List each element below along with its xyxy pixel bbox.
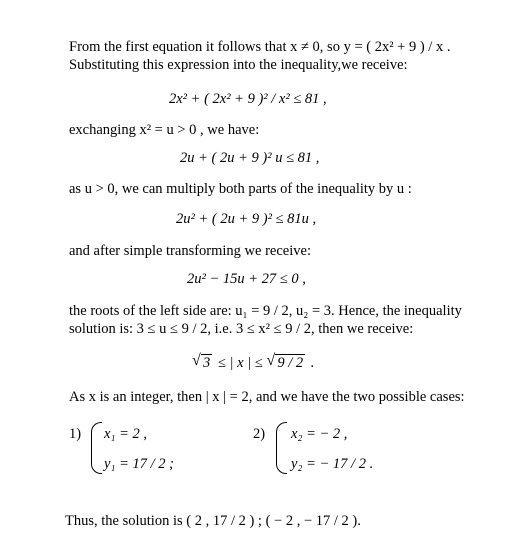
text-line-2: Substituting this expression into the inequality,we receive: [69, 57, 408, 73]
sqrt-radicand-left: 3 [203, 355, 211, 371]
text-line-1: From the first equation it follows that x ≠ 0, so y = ( 2x² + 9 ) / x . [69, 39, 451, 55]
equation-5-end: . [307, 355, 315, 371]
case-1-y: y₁ = 17 / 2 ; [104, 456, 174, 472]
equation-3: 2u² + ( 2u + 9 )² ≤ 81u , [176, 211, 317, 227]
sqrt-symbol [192, 354, 212, 372]
left-brace-icon [91, 422, 102, 474]
text-line-3: exchanging x² = u > 0 , we have: [69, 122, 260, 138]
equation-1: 2x² + ( 2x² + 9 )² / x² ≤ 81 , [169, 91, 327, 107]
text-line-7: solution is: 3 ≤ u ≤ 9 / 2, i.e. 3 ≤ x² ≤ 9 / 2, then we receive: [69, 321, 414, 337]
sqrt-radicand-right: 9 / 2 [277, 355, 304, 371]
equation-5-middle: ≤ | x | ≤ [214, 355, 267, 371]
text-line-8: As x is an integer, then | x | = 2, and we have the two possible cases: [69, 389, 465, 405]
text-line-4: as u > 0, we can multiply both parts of the inequality by u : [69, 181, 412, 197]
case-1-label: 1) [69, 426, 82, 442]
left-brace-icon [276, 422, 287, 474]
sqrt-symbol [266, 354, 305, 372]
equation-4: 2u² − 15u + 27 ≤ 0 , [187, 271, 306, 287]
case-2-label: 2) [253, 426, 266, 442]
solution-line: Thus, the solution is ( 2 , 17 / 2 ) ; ( − 2 , − 17 / 2 ). [65, 513, 361, 529]
case-2-y: y₂ = − 17 / 2 . [291, 456, 374, 472]
equation-2: 2u + ( 2u + 9 )² u ≤ 81 , [180, 150, 320, 166]
text-line-5: and after simple transforming we receive: [69, 243, 311, 259]
case-1-x: x₁ = 2 , [104, 426, 148, 442]
equation-5 [192, 354, 314, 372]
text-line-6: the roots of the left side are: u₁ = 9 / 2, u₂ = 3. Hence, the inequality [69, 303, 462, 319]
case-2-x: x₂ = − 2 , [291, 426, 348, 442]
